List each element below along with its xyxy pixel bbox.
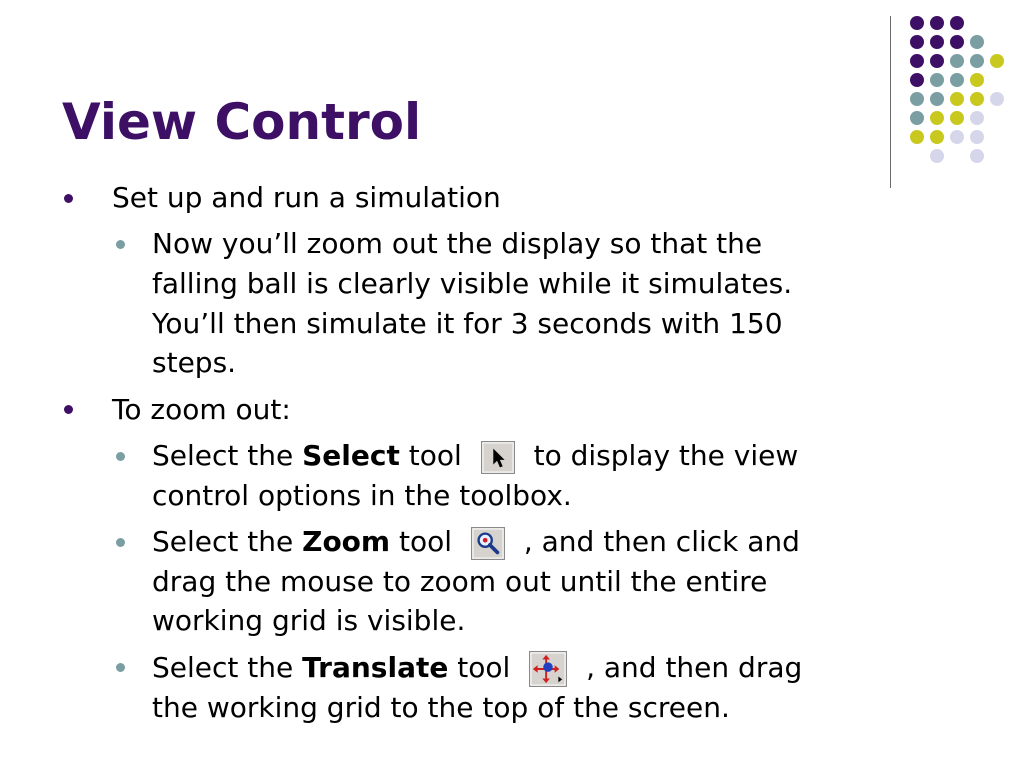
translate-item-tool-word: tool [448, 651, 520, 684]
decor-dot [910, 54, 924, 68]
decor-dot [910, 35, 924, 49]
translate-item-suffix: , and then drag [577, 651, 803, 684]
decor-dot [950, 73, 964, 87]
translate-item-line1 [152, 648, 802, 687]
zoom-item-line3: working grid is visible. [152, 604, 466, 637]
select-item-suffix: to display the view [524, 439, 799, 472]
zoom-item-line1 [152, 522, 800, 561]
decor-dot [970, 149, 984, 163]
select-tool-icon[interactable] [481, 441, 515, 474]
decor-dot [950, 92, 964, 106]
translate-arrows-icon[interactable] [529, 651, 567, 687]
sub-bullet-marker [116, 538, 125, 547]
zoom-item-line2: drag the mouse to zoom out until the entire [152, 565, 768, 598]
select-item-tool-word: tool [399, 439, 471, 472]
decor-dot [950, 130, 964, 144]
decor-dot [910, 111, 924, 125]
decor-dot [970, 54, 984, 68]
decor-dot [950, 111, 964, 125]
decor-dot [910, 130, 924, 144]
header-divider [890, 16, 891, 188]
decor-dot [970, 130, 984, 144]
decor-dot [930, 130, 944, 144]
decor-dot [970, 92, 984, 106]
bullet-marker [64, 405, 73, 414]
translate-tool-name: Translate [302, 651, 449, 684]
decor-dot [930, 111, 944, 125]
zoom-tool-name: Zoom [302, 525, 391, 558]
magnifier-icon[interactable] [471, 527, 505, 560]
decor-dot [910, 16, 924, 30]
bullet-zoom-out-text: To zoom out: [112, 393, 291, 426]
sub-bullet-marker [116, 452, 125, 461]
decor-dot [950, 54, 964, 68]
decor-dot [930, 73, 944, 87]
sub-bullet-zoom-line1: Now you’ll zoom out the display so that the [152, 227, 763, 260]
slide-title: View Control [62, 93, 422, 151]
decor-dot [910, 73, 924, 87]
sub-bullet-zoom-line3: You’ll then simulate it for 3 seconds with 150 [152, 307, 783, 340]
zoom-item-prefix: Select the [152, 525, 303, 558]
decor-dot [930, 35, 944, 49]
sub-bullet-marker [116, 240, 125, 249]
decor-dot [970, 35, 984, 49]
translate-item-prefix: Select the [152, 651, 303, 684]
decor-dot [970, 73, 984, 87]
sub-bullet-marker [116, 663, 125, 672]
zoom-item-tool-word: tool [390, 525, 461, 558]
select-item-line1 [152, 436, 798, 475]
translate-item-line2: the working grid to the top of the screen. [152, 691, 730, 724]
sub-bullet-zoom-line2: falling ball is clearly visible while it simulates. [152, 267, 793, 300]
decor-dot [930, 92, 944, 106]
decor-dot [990, 54, 1004, 68]
sub-bullet-zoom-line4: steps. [152, 346, 237, 379]
decor-dot [930, 16, 944, 30]
select-item-line2: control options in the toolbox. [152, 479, 572, 512]
bullet-marker [64, 194, 73, 203]
decor-dot [950, 16, 964, 30]
select-item-prefix: Select the [152, 439, 303, 472]
decor-dot [930, 149, 944, 163]
decor-dot [910, 92, 924, 106]
decor-dot [930, 54, 944, 68]
decorative-dot-grid [900, 10, 1010, 170]
decor-dot [970, 111, 984, 125]
bullet-setup-text: Set up and run a simulation [112, 181, 501, 214]
decor-dot [950, 35, 964, 49]
decor-dot [990, 92, 1004, 106]
zoom-item-suffix: , and then click and [514, 525, 800, 558]
select-tool-name: Select [302, 439, 400, 472]
